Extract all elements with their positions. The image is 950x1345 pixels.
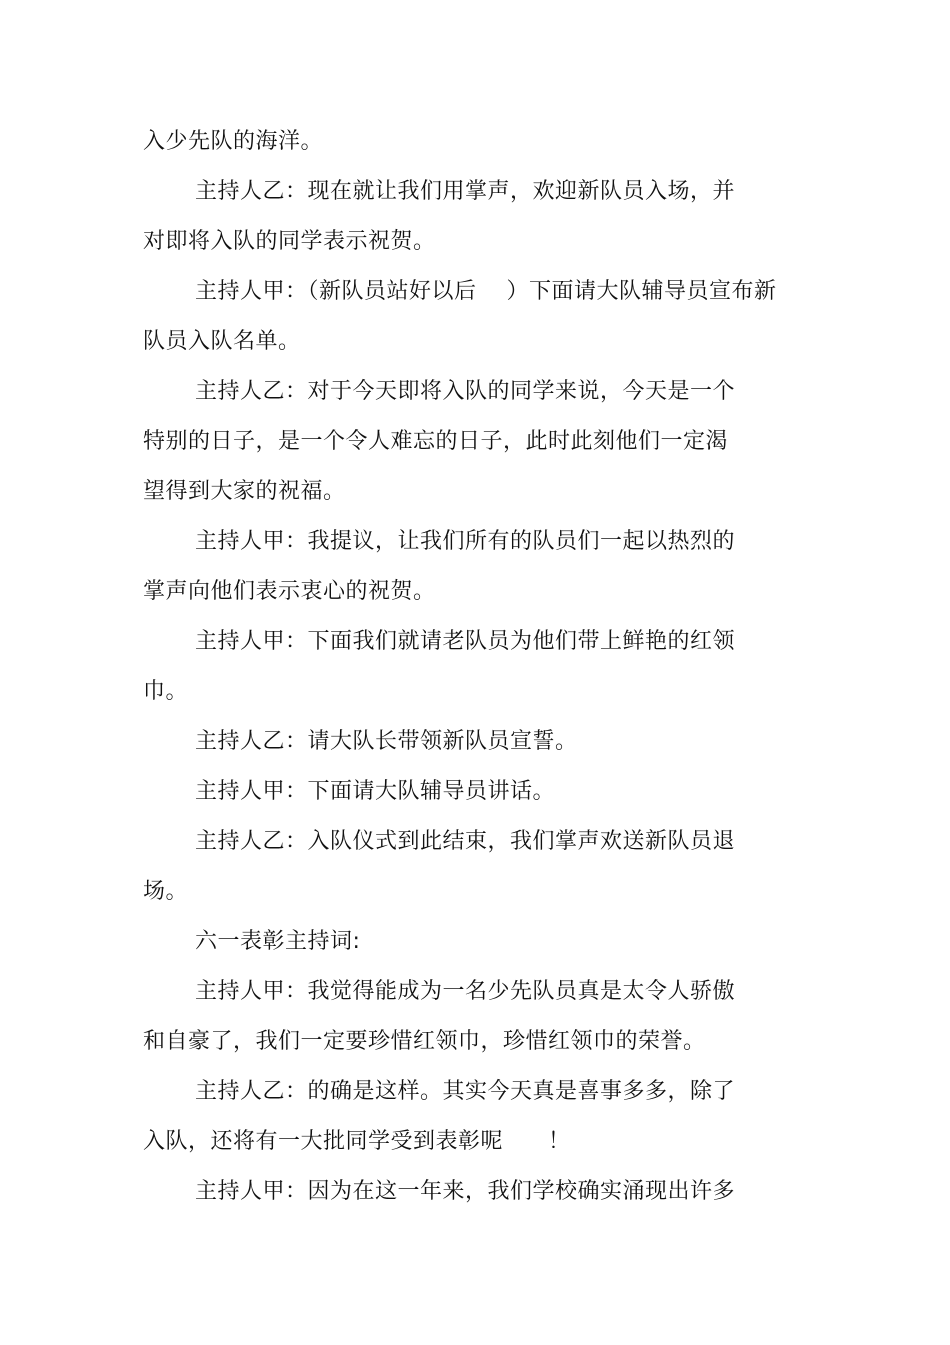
- text-line: 主持人甲：下面请大队辅导员讲话。: [195, 779, 556, 804]
- text-line: 对即将入队的同学表示祝贺。: [143, 229, 436, 254]
- text-line: 入队，还将有一大批同学受到表彰呢 ！: [143, 1129, 571, 1154]
- text-line: 入少先队的海洋。: [143, 129, 324, 154]
- text-line: 主持人甲：我提议，让我们所有的队员们一起以热烈的: [195, 529, 736, 554]
- text-line: 场。: [143, 879, 189, 904]
- text-line: 巾。: [143, 679, 189, 704]
- text-line: 主持人乙：请大队长带领新队员宣誓。: [195, 729, 578, 754]
- text-line: 队员入队名单。: [143, 329, 301, 354]
- text-line: 主持人甲：下面我们就请老队员为他们带上鲜艳的红领: [195, 629, 736, 654]
- text-line: 主持人乙：现在就让我们用掌声，欢迎新队员入场，并: [195, 179, 736, 204]
- text-line: 主持人乙：对于今天即将入队的同学来说，今天是一个: [195, 379, 736, 404]
- text-line: 主持人乙：入队仪式到此结束，我们掌声欢送新队员退: [195, 829, 736, 854]
- text-line: 望得到大家的祝福。: [143, 479, 346, 504]
- text-line: 掌声向他们表示衷心的祝贺。: [143, 579, 436, 604]
- text-line: 特别的日子，是一个令人难忘的日子，此时此刻他们一定渴: [143, 429, 729, 454]
- text-line: 主持人乙：的确是这样。其实今天真是喜事多多，除了: [195, 1079, 736, 1104]
- text-line: 和自豪了，我们一定要珍惜红领巾，珍惜红领巾的荣誉。: [143, 1029, 706, 1054]
- text-line: 主持人甲：因为在这一年来，我们学校确实涌现出许多: [195, 1179, 736, 1204]
- section-heading: 六一表彰主持词:: [195, 929, 361, 954]
- text-line: 主持人甲：我觉得能成为一名少先队员真是太令人骄傲: [195, 979, 736, 1004]
- text-line: 主持人甲：（新队员站好以后 ）下面请大队辅导员宣布新: [195, 279, 777, 304]
